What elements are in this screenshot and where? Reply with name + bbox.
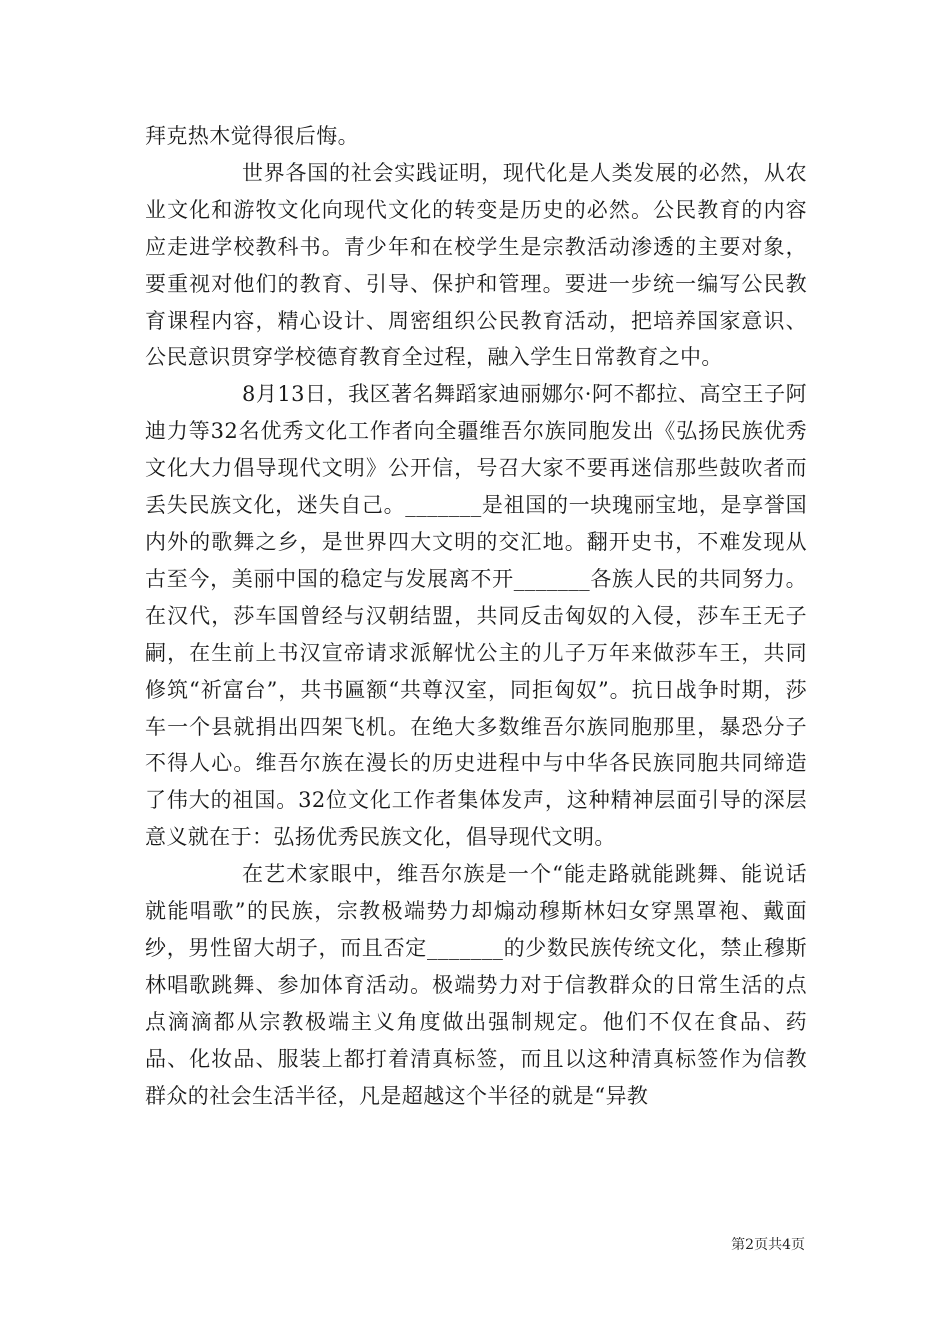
- paragraph-4: 在艺术家眼中，维吾尔族是一个“能走路就能跳舞、能说话就能唱歌”的民族，宗教极端势力却煽动穆斯林妇女穿黑罩袍、戴面纱，男性留大胡子，而且否定_______的少数民族传统文化，禁止穆斯林唱歌跳舞、参加体育活动。极端势力对于信教群众的日常生活的点点滴滴都从宗教极端主义角度做出强制规定。他们不仅在食品、药品、化妆品、服装上都打着清真标签，而且以这种清真标签作为信教群众的社会生活半径，凡是超越这个半径的就是“异教: [145, 862, 807, 1108]
- paragraph-3: 8月13日，我区著名舞蹈家迪丽娜尔·阿不都拉、高空王子阿迪力等32名优秀文化工作者向全疆维吾尔族同胞发出《弘扬民族优秀文化大力倡导现代文明》公开信，号召大家不要再迷信那些鼓吹者而丢失民族文化，迷失自己。_______是祖国的一块瑰丽宝地，是享誉国内外的歌舞之乡，是世界四大文明的交汇地。翻开史书，不难发现从古至今，美丽中国的稳定与发展离不开_______各族人民的共同努力。在汉代，莎车国曾经与汉朝结盟，共同反击匈奴的入侵，莎车王无子嗣，在生前上书汉宣帝请求派解忧公主的儿子万年来做莎车王，共同修筑“祈富台”，共书匾额“共尊汉室，同拒匈奴”。抗日战争时期，莎车一个县就捐出四架飞机。在绝大多数维吾尔族同胞那里，暴恐分子不得人心。维吾尔族在漫长的历史进程中与中华各民族同胞共同缔造了伟大的祖国。32位文化工作者集体发声，这种精神层面引导的深层意义就在于：弘扬优秀民族文化，倡导现代文明。: [145, 382, 807, 850]
- paragraph-1: 拜克热木觉得很后悔。: [145, 124, 359, 148]
- page-number-footer: 第2页共4页: [731, 1237, 805, 1253]
- body-text: [145, 118, 807, 1114]
- paragraph-2: 世界各国的社会实践证明，现代化是人类发展的必然，从农业文化和游牧文化向现代文化的转变是历史的必然。公民教育的内容应走进学校教科书。青少年和在校学生是宗教活动渗透的主要对象，要重视对他们的教育、引导、保护和管理。要进一步统一编写公民教育课程内容，精心设计、周密组织公民教育活动，把培养国家意识、公民意识贯穿学校德育教育全过程，融入学生日常教育之中。: [145, 160, 807, 370]
